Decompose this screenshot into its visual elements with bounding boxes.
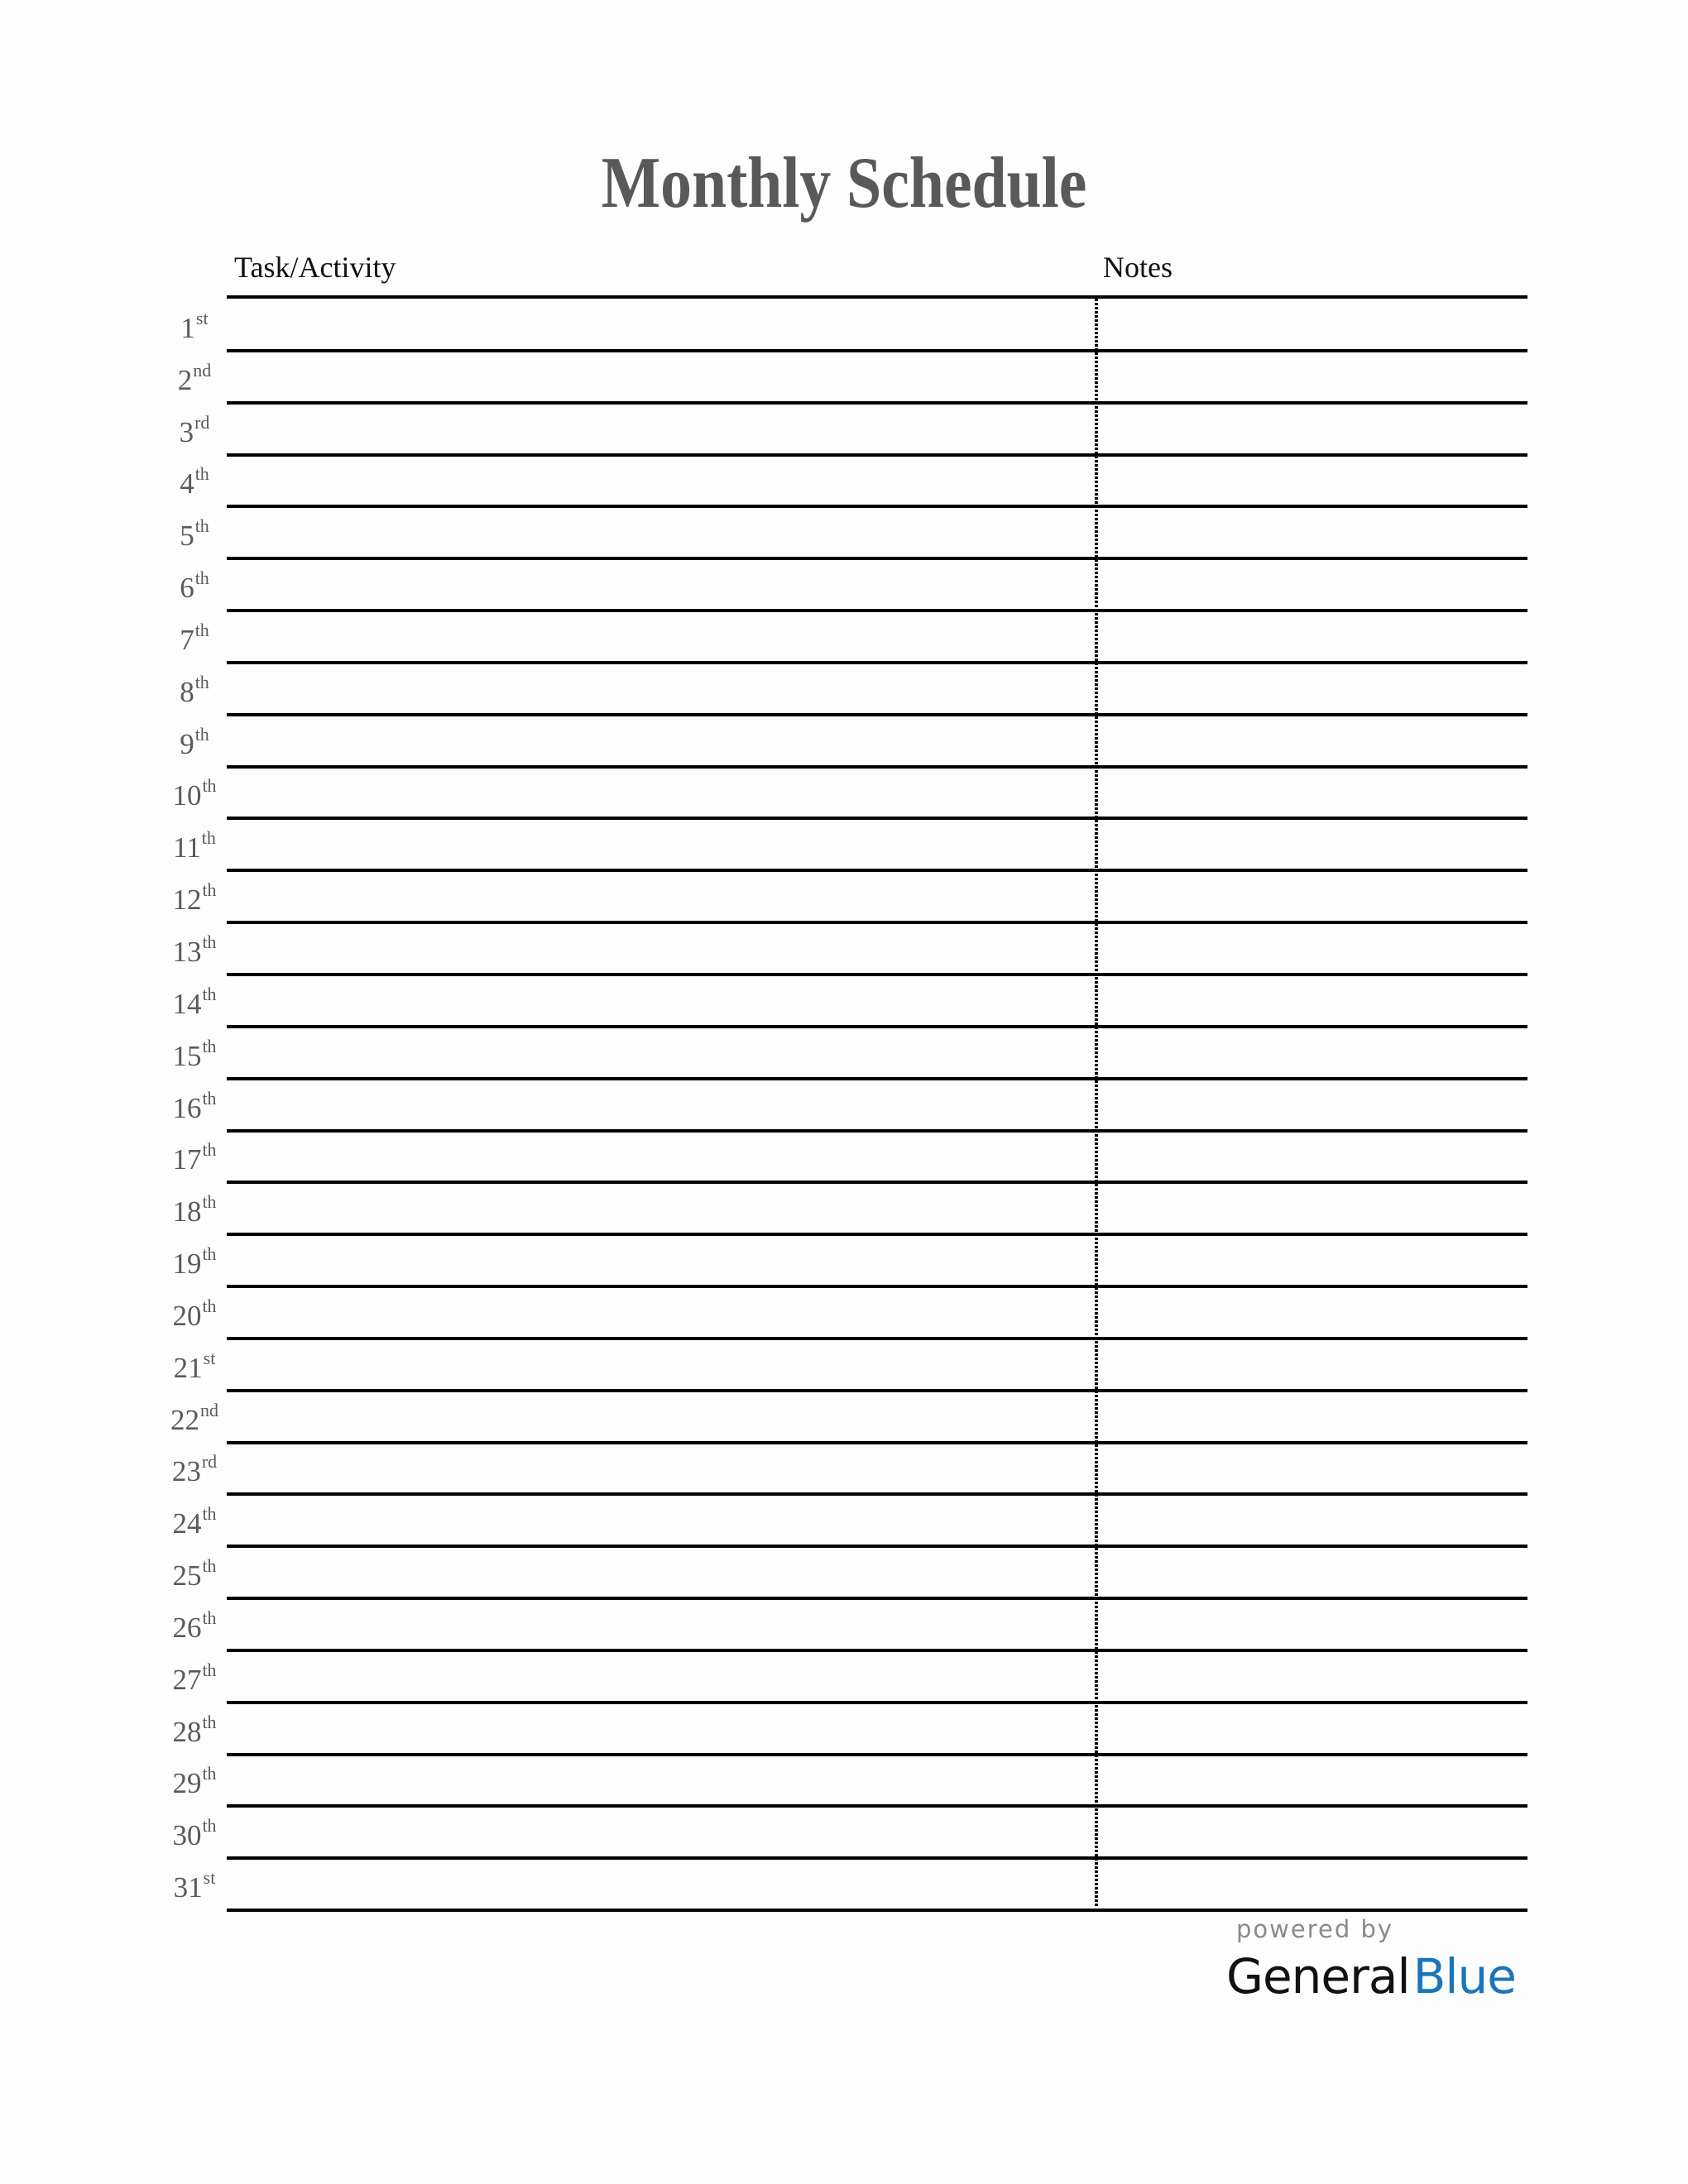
day-label [145,1347,244,1384]
day-label [145,1451,244,1488]
day-number: 5 [180,520,194,553]
day-label [145,1035,244,1072]
day-suffix: nd [193,359,212,381]
day-number: 16 [172,1091,202,1124]
day-number: 26 [172,1611,202,1644]
table-row[interactable] [0,1079,1688,1131]
day-suffix: th [202,1763,217,1784]
day-number: 29 [172,1767,202,1800]
day-number: 11 [173,831,201,864]
day-suffix: th [202,1191,217,1213]
day-label [145,1555,244,1592]
day-suffix: th [202,1815,217,1837]
table-row[interactable] [0,1443,1688,1495]
day-number: 18 [172,1195,202,1228]
brand-part1: General [1226,1948,1410,2004]
day-number: 10 [172,779,202,812]
table-row[interactable] [0,1182,1688,1234]
table-row[interactable] [0,663,1688,715]
day-label [145,1607,244,1644]
table-row[interactable] [0,1391,1688,1443]
day-suffix: st [203,1347,216,1368]
day-label [145,619,244,656]
day-number: 22 [170,1403,199,1436]
day-label [145,1659,244,1696]
day-number: 20 [172,1299,202,1332]
day-number: 8 [180,675,194,708]
day-suffix: th [202,1607,217,1628]
day-label [145,1243,244,1281]
table-row[interactable] [0,506,1688,558]
day-label [145,411,244,448]
table-row[interactable] [0,455,1688,507]
day-number: 14 [172,987,202,1020]
day-suffix: th [194,568,209,589]
day-label [145,1295,244,1332]
day-number: 25 [172,1559,202,1592]
day-number: 7 [180,623,194,656]
day-label [145,671,244,708]
day-label [145,1139,244,1176]
day-label [145,1191,244,1228]
table-row[interactable] [0,1027,1688,1079]
day-suffix: th [202,879,217,901]
table-row[interactable] [0,870,1688,922]
day-suffix: th [202,1555,217,1577]
day-suffix: th [202,1503,217,1525]
table-row[interactable] [0,1703,1688,1755]
brand-logo [1226,1948,1516,2004]
table-row[interactable] [0,1546,1688,1598]
day-number: 4 [180,467,194,500]
day-suffix: th [202,931,217,952]
day-label [145,1867,244,1904]
table-row[interactable] [0,1806,1688,1858]
day-suffix: th [194,463,209,485]
day-suffix: rd [194,411,210,433]
day-label [145,983,244,1020]
day-suffix: rd [201,1451,218,1473]
day-label [145,827,244,864]
day-number: 27 [172,1663,202,1696]
day-number: 24 [172,1507,202,1540]
table-row[interactable] [0,767,1688,819]
day-label [145,879,244,917]
column-divider [1095,299,1098,1907]
day-label [145,931,244,968]
day-label [145,1711,244,1748]
day-suffix: th [202,775,217,797]
day-label [145,775,244,812]
day-suffix: th [202,1659,217,1680]
day-number: 12 [172,884,202,917]
table-row[interactable] [0,1286,1688,1339]
day-label [145,568,244,605]
table-row[interactable] [0,1339,1688,1391]
table-row[interactable] [0,1858,1688,1910]
day-suffix: nd [200,1399,218,1420]
schedule-rows [0,299,1688,1910]
day-label [145,1503,244,1540]
day-suffix: th [202,1087,217,1109]
table-row[interactable] [0,351,1688,403]
day-label [145,1763,244,1800]
day-label [145,307,244,344]
day-suffix: th [202,1035,217,1056]
day-suffix: th [194,671,209,692]
day-label [145,463,244,500]
day-suffix: th [194,515,209,537]
table-row[interactable] [0,1494,1688,1546]
day-suffix: th [202,1711,217,1732]
day-suffix: th [194,619,209,640]
day-number: 28 [172,1715,202,1748]
table-row[interactable] [0,299,1688,351]
table-row[interactable] [0,975,1688,1027]
day-number: 9 [180,727,194,760]
day-number: 13 [172,935,202,968]
day-suffix: st [203,1867,216,1889]
powered-by-text: powered by [1236,1915,1394,1943]
table-row[interactable] [0,922,1688,975]
day-number: 15 [172,1039,202,1072]
day-suffix: th [202,983,217,1004]
day-number: 17 [172,1143,202,1176]
day-number: 3 [179,415,194,448]
day-number: 31 [173,1871,203,1904]
day-suffix: th [202,1243,217,1265]
day-number: 30 [172,1819,202,1852]
day-suffix: th [202,1295,217,1316]
table-row[interactable] [0,1131,1688,1183]
day-number: 1 [180,311,195,344]
column-header-task: Task/Activity [234,251,396,284]
table-row[interactable] [0,1755,1688,1807]
table-row[interactable] [0,558,1688,611]
title-text: Monthly Schedule [601,143,1087,223]
day-label [145,1399,244,1436]
page-title [0,143,1688,223]
day-number: 23 [171,1455,201,1488]
brand-part2: Blue [1412,1948,1516,2004]
table-row[interactable] [0,715,1688,767]
table-row[interactable] [0,1598,1688,1650]
day-label [145,515,244,553]
day-label [145,723,244,760]
day-number: 21 [173,1351,203,1384]
day-number: 2 [177,363,193,396]
day-number: 19 [172,1248,202,1281]
day-suffix: th [202,1139,217,1161]
table-row[interactable] [0,1234,1688,1286]
day-label [145,1815,244,1852]
day-suffix: th [201,827,216,849]
table-row[interactable] [0,403,1688,455]
table-row[interactable] [0,1650,1688,1703]
day-label [145,359,244,396]
day-suffix: th [194,723,209,745]
row-rule [227,1909,1527,1912]
column-header-notes: Notes [1103,251,1172,284]
table-row[interactable] [0,611,1688,663]
day-label [145,1087,244,1124]
day-suffix: st [195,307,209,328]
day-number: 6 [180,572,194,605]
table-row[interactable] [0,818,1688,870]
